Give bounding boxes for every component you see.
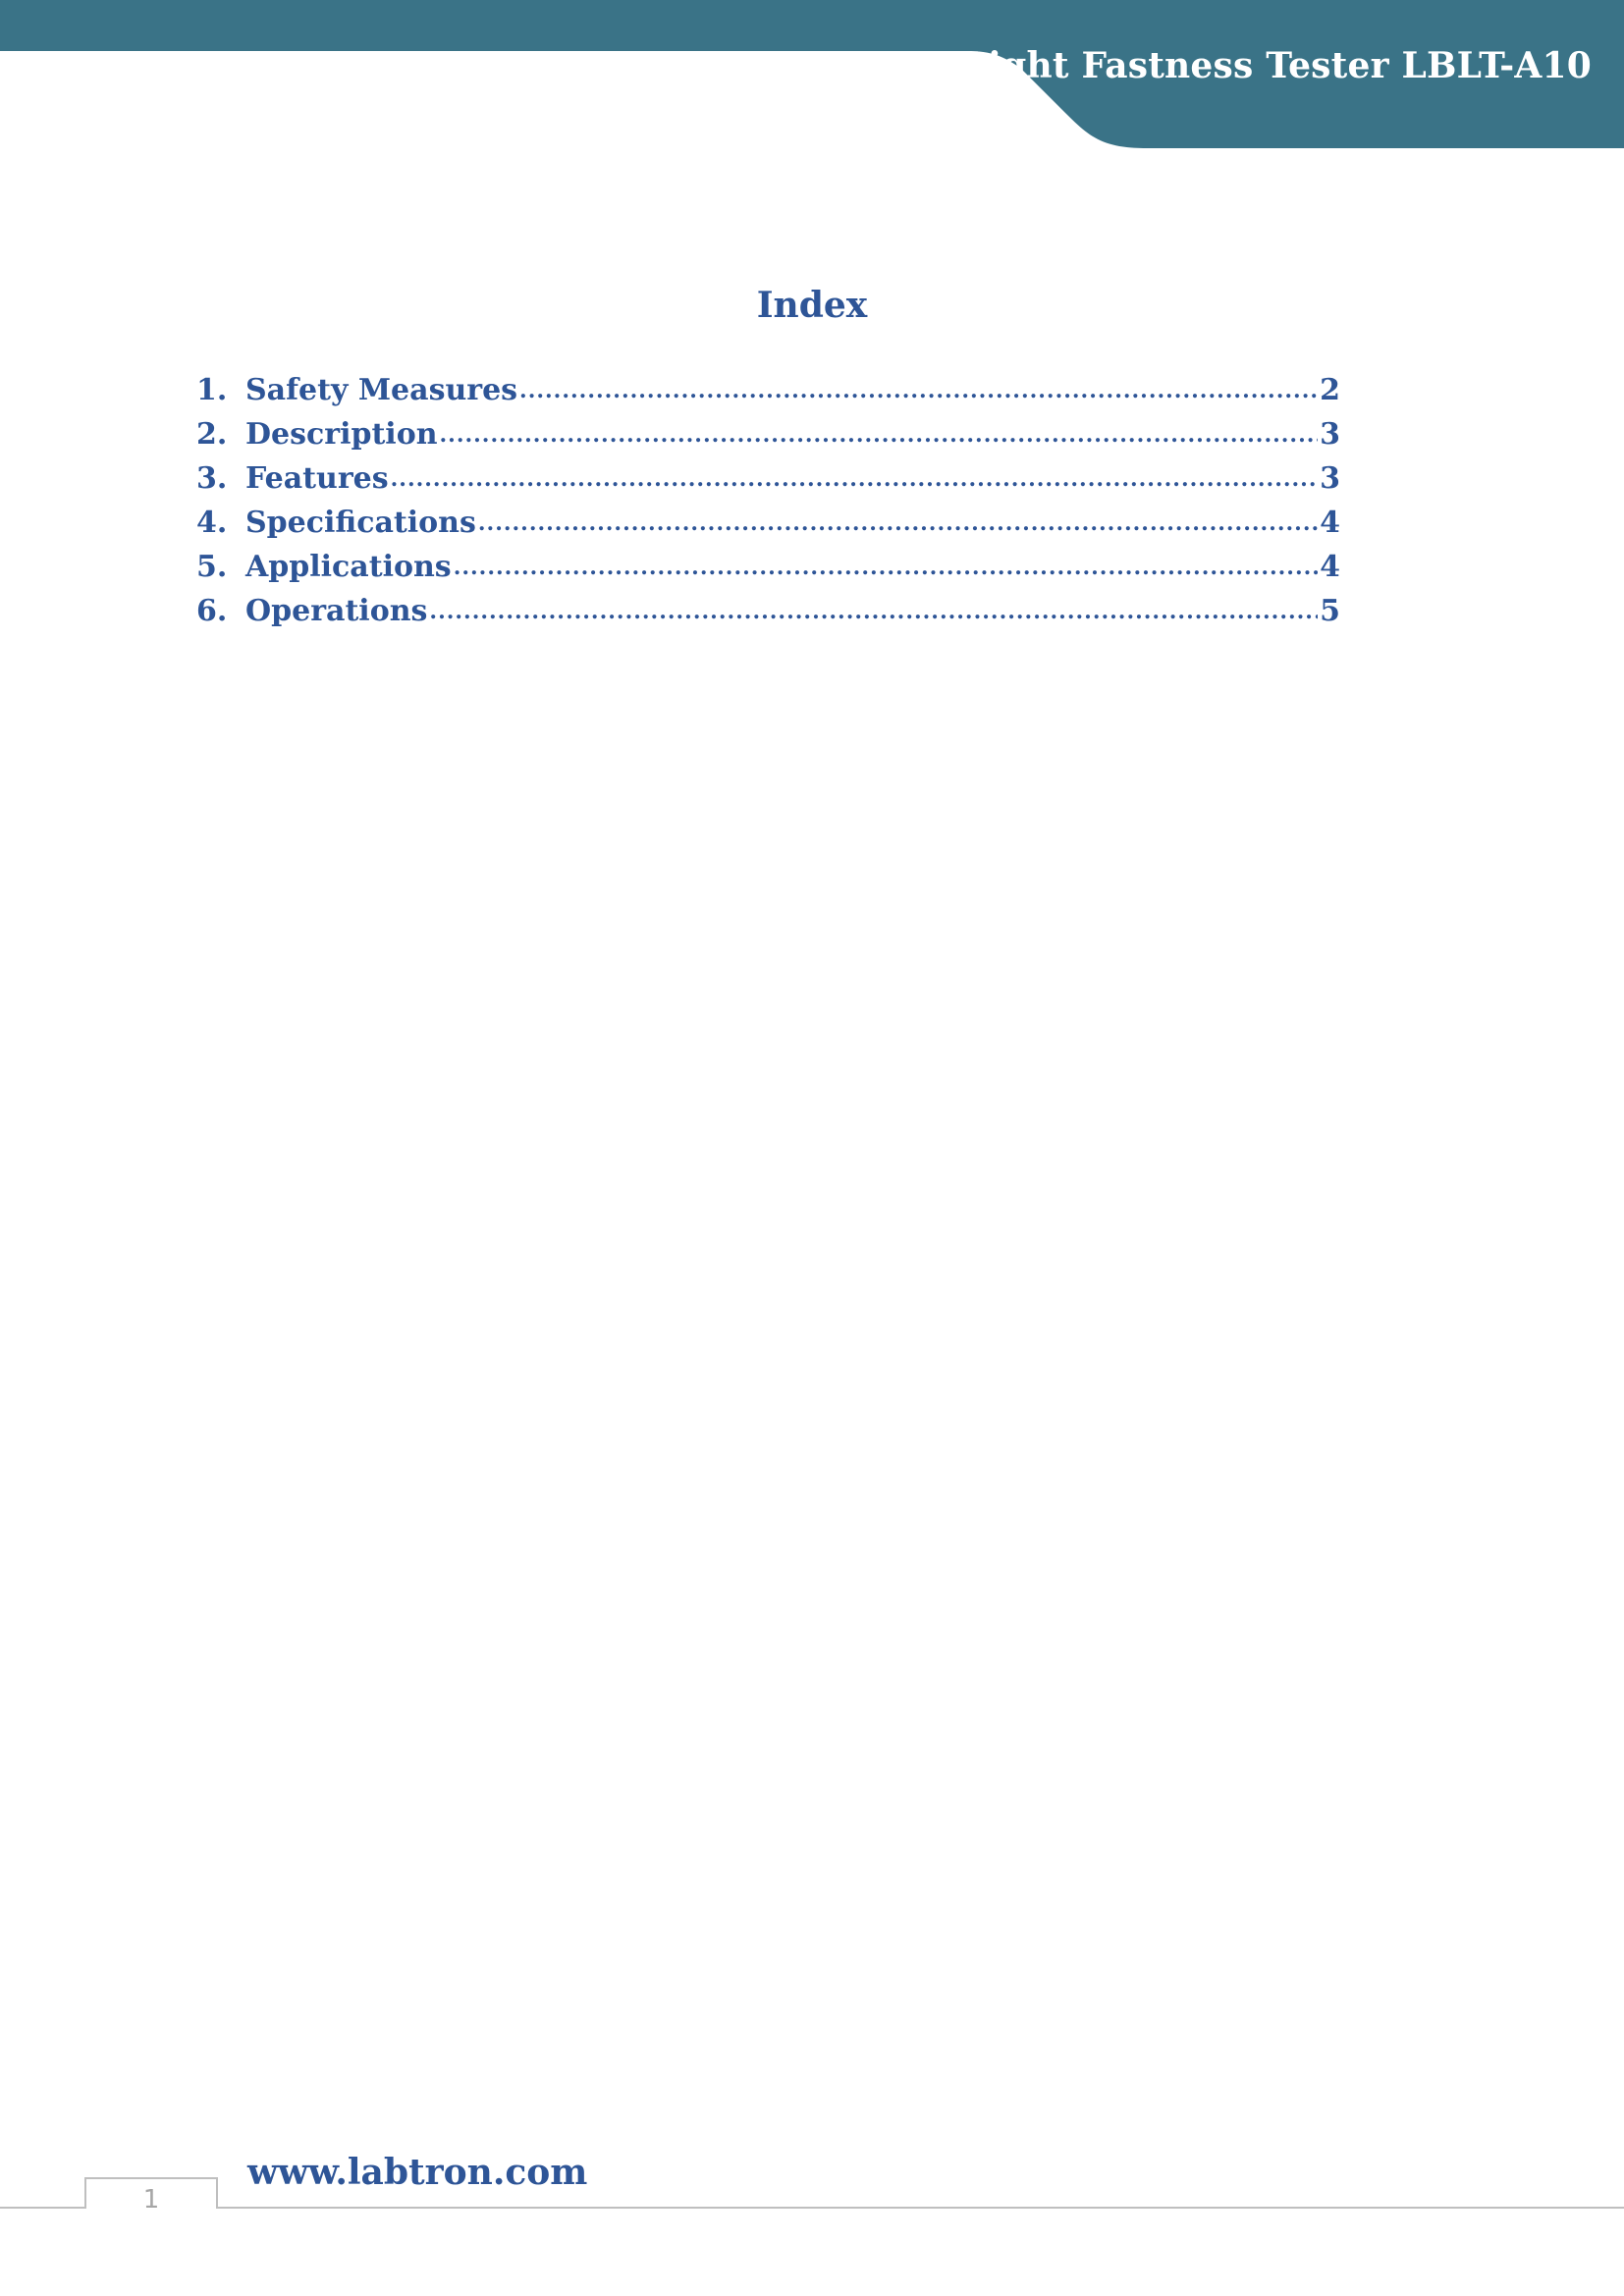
toc-dot-leader	[519, 371, 1318, 405]
toc-item-number: 3.	[196, 461, 228, 496]
toc-dot-leader	[391, 459, 1318, 494]
index-heading: Index	[756, 285, 868, 326]
page-number: 1	[142, 2185, 160, 2215]
toc-item-number: 5.	[196, 550, 228, 584]
toc-dot-leader	[478, 504, 1318, 538]
toc-item-number: 4.	[196, 506, 228, 540]
toc-item-features[interactable]	[196, 461, 1340, 506]
toc-dot-leader	[440, 415, 1319, 450]
table-of-contents	[196, 373, 1340, 638]
toc-item-page: 5	[1320, 594, 1340, 628]
toc-item-number: 2.	[196, 417, 228, 452]
toc-item-operations[interactable]	[196, 594, 1340, 638]
toc-item-page: 3	[1320, 417, 1340, 452]
document-title: Light Fastness Tester LBLT-A10	[962, 45, 1592, 86]
toc-item-safety-measures[interactable]	[196, 373, 1340, 417]
toc-item-title: Safety Measures	[245, 373, 518, 407]
toc-item-number: 6.	[196, 594, 228, 628]
toc-item-title: Description	[245, 417, 438, 452]
toc-item-page: 3	[1320, 461, 1340, 496]
toc-item-title: Features	[245, 461, 389, 496]
footer-website-link[interactable]: www.labtron.com	[247, 2152, 588, 2193]
footer-divider	[0, 2207, 1624, 2209]
toc-item-number: 1.	[196, 373, 228, 407]
toc-dot-leader	[454, 548, 1318, 582]
toc-item-description[interactable]	[196, 417, 1340, 461]
toc-item-title: Operations	[245, 594, 428, 628]
toc-item-specifications[interactable]	[196, 506, 1340, 550]
toc-item-title: Specifications	[245, 506, 476, 540]
toc-item-page: 4	[1320, 506, 1340, 540]
toc-item-title: Applications	[245, 550, 452, 584]
toc-item-page: 2	[1320, 373, 1340, 407]
toc-item-page: 4	[1320, 550, 1340, 584]
toc-dot-leader	[429, 592, 1318, 626]
toc-item-applications[interactable]	[196, 550, 1340, 594]
